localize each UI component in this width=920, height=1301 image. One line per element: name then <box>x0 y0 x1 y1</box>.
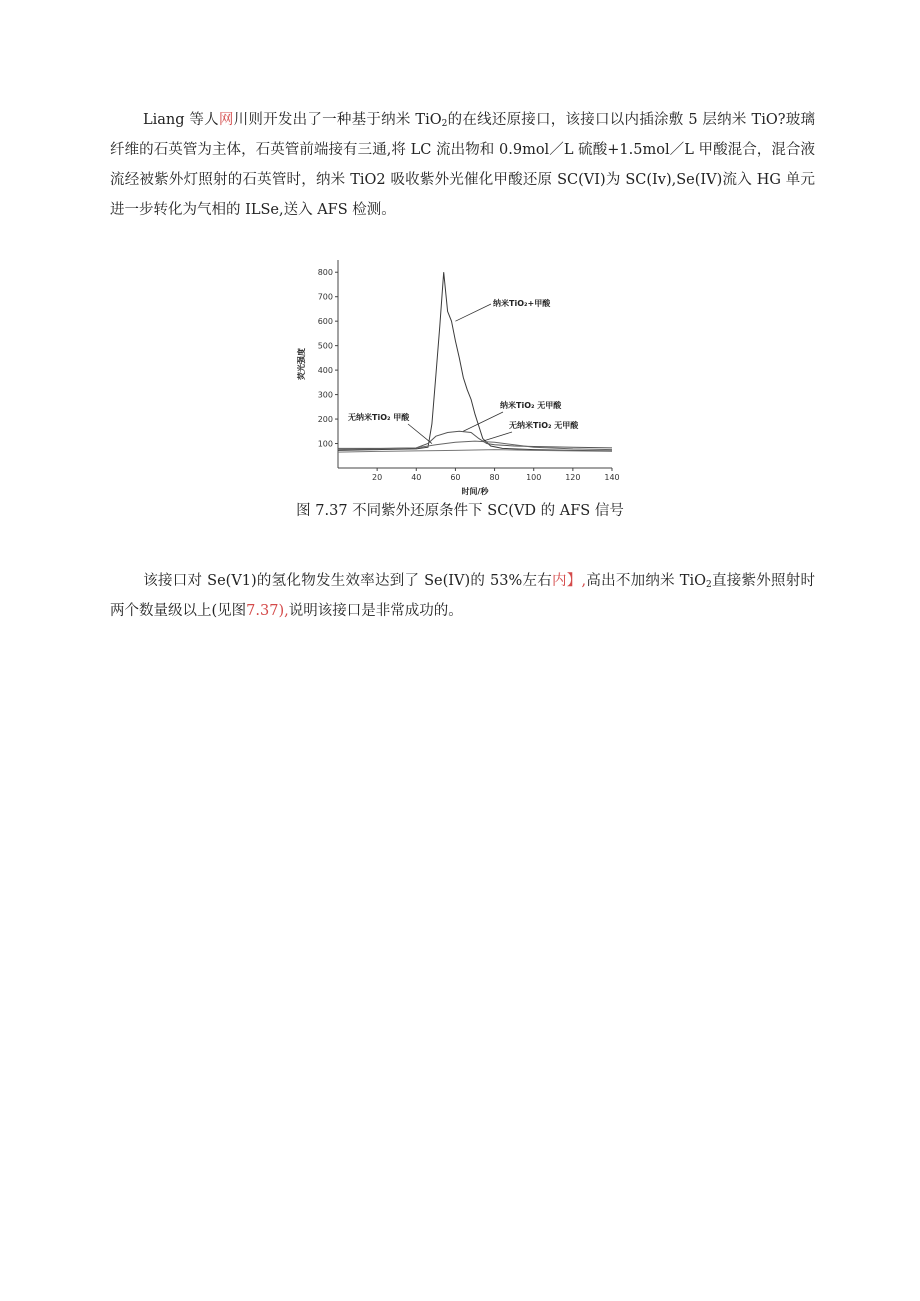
y-tick-label: 700 <box>317 292 333 302</box>
y-axis-label: 荧光强度 <box>297 348 306 380</box>
paragraph-text: 说明该接口是非常成功的。 <box>288 603 463 619</box>
y-tick-label: 100 <box>317 439 333 449</box>
series-annotation: 无纳米TiO₂ 无甲酸 <box>509 421 579 430</box>
x-tick-label: 120 <box>565 473 581 482</box>
x-tick-label: 100 <box>526 473 542 482</box>
y-tick-label: 200 <box>317 415 333 425</box>
x-tick-label: 140 <box>604 473 620 482</box>
x-tick-label: 20 <box>372 473 383 482</box>
annotation-leader <box>455 304 491 321</box>
paragraph-text: 该接口对 Se(V1)的氢化物发生效率达到了 Se(IV)的 53%左右 <box>143 573 552 589</box>
annotation-leader <box>408 424 432 444</box>
series-annotation: 纳米TiO₂+甲酸 <box>493 299 551 308</box>
y-tick-label: 400 <box>317 366 333 376</box>
annotation-leader <box>483 432 512 441</box>
paragraph-text: 高出不加纳米 TiO <box>586 573 706 589</box>
citation-reference[interactable]: 内】, <box>552 573 587 589</box>
series-annotation: 纳米TiO₂ 无甲酸 <box>500 401 562 410</box>
series-line <box>338 431 612 448</box>
intro-paragraph <box>110 105 815 225</box>
x-tick-label: 60 <box>450 473 461 482</box>
y-tick-label: 800 <box>317 268 333 278</box>
subscript: 2 <box>441 119 448 129</box>
afs-signal-figure <box>290 252 630 497</box>
y-tick-label: 500 <box>317 341 333 351</box>
citation-reference[interactable]: 网 <box>218 112 234 128</box>
annotation-leader <box>463 412 503 431</box>
line-chart <box>290 252 630 497</box>
figure-caption: 图 7.37 不同紫外还原条件下 SC(VD 的 AFS 信号 <box>296 503 624 519</box>
paragraph-text: Liang 等人 <box>143 112 219 128</box>
series-annotation: 无纳米TiO₂ 甲酸 <box>348 413 410 422</box>
y-tick-label: 300 <box>317 390 333 400</box>
x-axis-label: 时间/秒 <box>461 487 489 496</box>
x-tick-label: 80 <box>489 473 500 482</box>
conclusion-paragraph <box>110 566 815 626</box>
paragraph-text: 的在线还原接口，该接口以内插涂敷 5 层纳米 TiO?玻璃纤维的石英管为主体，石英管前端接有三通,将 LC 流出物和 0.9mol／L 硫酸+1.5mol／L 甲酸混合，混合液流经被紫外灯照射的石英管时，纳米 TiO2 吸收紫外光催化甲酸还原 SC(VI)为 SC(Iv),Se(IV)流入 HG 单元进一步转化为气相的 ILSe,送入 AFS 检测。 <box>110 112 815 218</box>
y-tick-label: 600 <box>317 317 333 327</box>
figure-reference[interactable]: 7.37), <box>246 603 289 619</box>
subscript: 2 <box>705 580 712 590</box>
x-tick-label: 40 <box>411 473 422 482</box>
paragraph-text: 直接紫外照射时两个数量级以上(见图 <box>110 573 816 619</box>
paragraph-text: 川则开发出了一种基于纳米 TiO <box>233 112 442 128</box>
